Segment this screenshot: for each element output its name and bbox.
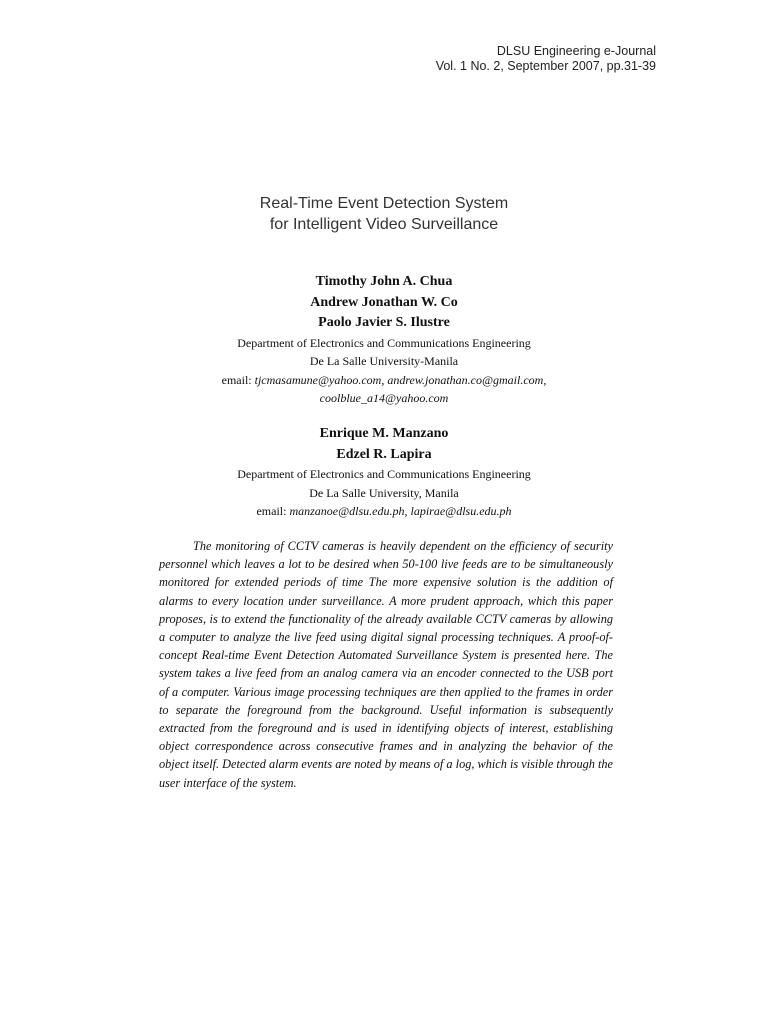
university: De La Salle University, Manila — [309, 485, 459, 500]
journal-name: DLSU Engineering e-Journal — [496, 44, 656, 58]
email-line — [0, 502, 768, 521]
journal-header — [436, 44, 656, 74]
author-name: Timothy John A. Chua — [315, 274, 453, 289]
journal-issue: Vol. 1 No. 2, September 2007, pp.31-39 — [435, 59, 656, 73]
email-label: email: — [221, 372, 252, 387]
email-label: email: — [256, 504, 287, 518]
email-addresses-cont: coolblue_a14@yahoo.com — [319, 391, 449, 405]
author-name: Edzel R. Lapira — [336, 446, 432, 462]
author-name: Paolo Javier S. Ilustre — [318, 315, 450, 330]
email-addresses: manzanoe@dlsu.edu.ph, lapirae@dlsu.edu.ph — [289, 504, 512, 518]
paper-title — [0, 193, 768, 235]
abstract-text: The monitoring of CCTV cameras is heavily dependent on the efficiency of security personnel which leaves a lot to be desired when 50-100 live feeds are to be simultaneously monitored for extended periods of time The more expensive solution is the addition of alarms to every location under surveillance. A more prudent approach, which this paper proposes, is to extend the functionality of the already available CCTV cameras by allowing a computer to analyze the live feed using digital signal processing techniques. A proof-of-concept Real-time Event Detection Automated Surveillance System is presented here. The system takes a live feed from an analog camera via an encoder connected to the USB port of a computer. Various image processing techniques are then applied to the frames in order to separate the foreground from the background. Useful information is subsequently extracted from the foreground and is used in identifying objects of interest, establishing object correspondence across consecutive frames and in analyzing the behavior of the object itself. Detected alarm events are noted by means of a log, which is visible through the user interface of the system. — [159, 539, 613, 790]
author-name: Andrew Jonathan W. Co — [310, 294, 458, 310]
email-addresses: tjcmasamune@yahoo.com, andrew.jonathan.co@gmail.com, — [254, 372, 547, 387]
paper-title-line-1: Real-Time Event Detection System — [259, 195, 509, 212]
author-name: Enrique M. Manzano — [319, 426, 449, 441]
paper-title-line-2: for Intelligent Video Surveillance — [269, 216, 499, 233]
department: Department of Electronics and Communications Engineering — [237, 335, 531, 350]
department: Department of Electronics and Communications Engineering — [237, 467, 531, 481]
author-group-2 — [0, 424, 768, 521]
university: De La Salle University-Manila — [309, 354, 459, 368]
email-line — [0, 371, 768, 390]
author-group-1 — [0, 272, 768, 408]
